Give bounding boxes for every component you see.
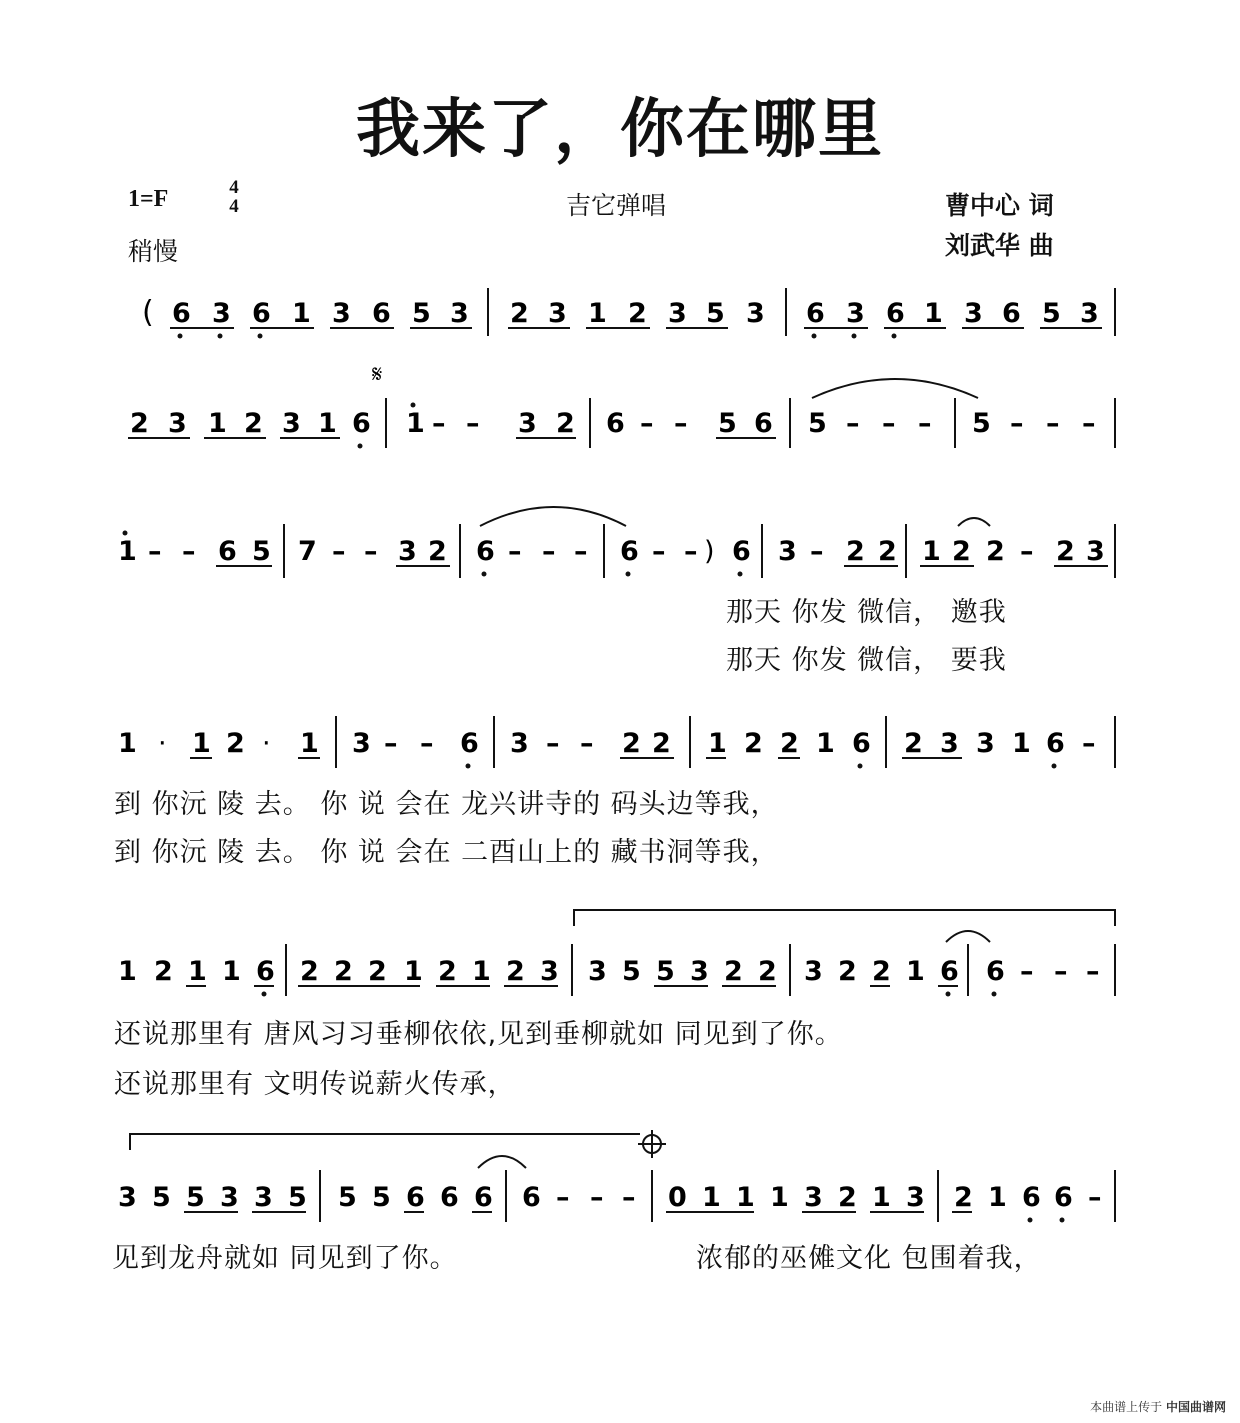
svg-text:3: 3 <box>778 536 797 567</box>
svg-text:2: 2 <box>724 956 743 987</box>
svg-text:5: 5 <box>1042 298 1061 329</box>
svg-text:–: – <box>1054 956 1068 987</box>
svg-text:6: 6 <box>256 956 275 987</box>
performance-subtitle: 吉它弹唱 <box>566 191 667 220</box>
svg-text:1: 1 <box>588 298 607 329</box>
svg-text:6: 6 <box>732 536 751 567</box>
svg-text:2: 2 <box>300 956 319 987</box>
svg-text:–: – <box>622 1182 636 1213</box>
svg-text:6: 6 <box>406 1182 425 1213</box>
svg-text:1: 1 <box>988 1182 1007 1213</box>
line2-notes <box>130 408 1096 439</box>
svg-text:–: – <box>466 408 480 439</box>
svg-text:–: – <box>684 536 698 567</box>
svg-text:–: – <box>148 536 162 567</box>
svg-text:6: 6 <box>606 408 625 439</box>
svg-text:5: 5 <box>622 956 641 987</box>
svg-text:6: 6 <box>172 298 191 329</box>
svg-text:2: 2 <box>622 728 641 759</box>
svg-text:6: 6 <box>1002 298 1021 329</box>
svg-text:2: 2 <box>954 1182 973 1213</box>
svg-text:1: 1 <box>816 728 835 759</box>
svg-text:–: – <box>918 408 932 439</box>
svg-text:2: 2 <box>780 728 799 759</box>
lyric-line4-verse2: 到 你沅 陵 去。 你 说 会在 二酉山上的 藏书洞等我， <box>114 837 779 868</box>
svg-text:5: 5 <box>706 298 725 329</box>
second-ending-bracket <box>130 1134 640 1150</box>
svg-text:2: 2 <box>986 536 1005 567</box>
line2-barlines <box>386 398 1115 448</box>
svg-text:3: 3 <box>282 408 301 439</box>
svg-text:6: 6 <box>218 536 237 567</box>
line6-notes <box>118 1182 1102 1213</box>
score-line-4 <box>118 716 1115 769</box>
svg-text:5: 5 <box>186 1182 205 1213</box>
svg-text:3: 3 <box>804 956 823 987</box>
score-line-3 <box>118 507 1115 578</box>
svg-text:–: – <box>1010 408 1024 439</box>
svg-text:2: 2 <box>510 298 529 329</box>
svg-text:–: – <box>364 536 378 567</box>
line3-tie-short <box>958 518 990 526</box>
svg-text:2: 2 <box>758 956 777 987</box>
svg-text:5: 5 <box>252 536 271 567</box>
lyric-line6-coda: 浓郁的巫傩文化 包围着我， <box>696 1243 1042 1274</box>
svg-text:2: 2 <box>154 956 173 987</box>
svg-text:6: 6 <box>476 536 495 567</box>
svg-text:3: 3 <box>1086 536 1105 567</box>
svg-text:6: 6 <box>440 1182 459 1213</box>
svg-text:3: 3 <box>940 728 959 759</box>
svg-text:–: – <box>542 536 556 567</box>
svg-text:1: 1 <box>708 728 727 759</box>
svg-text:–: – <box>556 1182 570 1213</box>
svg-text:): ) <box>704 536 715 567</box>
time-signature-bottom: 4 <box>229 196 239 217</box>
svg-text:6: 6 <box>986 956 1005 987</box>
repeat-open-paren: ( <box>142 295 154 330</box>
line1-low-dots <box>178 334 897 339</box>
svg-text:6: 6 <box>1022 1182 1041 1213</box>
svg-text:6: 6 <box>474 1182 493 1213</box>
line5-notes <box>118 956 1100 987</box>
svg-text:2: 2 <box>744 728 763 759</box>
lyric-line5-verse1: 还说那里有 唐风习习垂柳依依,见到垂柳就如 同见到了你。 <box>114 1019 843 1050</box>
svg-text:3: 3 <box>332 298 351 329</box>
svg-text:1: 1 <box>300 728 319 759</box>
svg-text:–: – <box>1046 408 1060 439</box>
lyric-line4-verse1: 到 你沅 陵 去。 你 说 会在 龙兴讲寺的 码头边等我， <box>114 789 779 820</box>
lyric-line3-verse1: 那天 你发 微信， 邀我 <box>726 597 1007 628</box>
svg-text:–: – <box>546 728 560 759</box>
svg-text:2: 2 <box>556 408 575 439</box>
svg-text:5: 5 <box>372 1182 391 1213</box>
svg-text:–: – <box>674 408 688 439</box>
svg-text:6: 6 <box>252 298 271 329</box>
svg-text:6: 6 <box>940 956 959 987</box>
svg-text:6: 6 <box>1046 728 1065 759</box>
svg-text:3: 3 <box>906 1182 925 1213</box>
svg-text:–: – <box>580 728 594 759</box>
composer-credit: 刘武华 曲 <box>945 231 1054 260</box>
svg-text:·: · <box>158 728 167 759</box>
svg-text:1: 1 <box>702 1182 721 1213</box>
svg-text:6: 6 <box>352 408 371 439</box>
svg-text:2: 2 <box>226 728 245 759</box>
svg-text:2: 2 <box>628 298 647 329</box>
svg-text:1: 1 <box>924 298 943 329</box>
lyric-line6-ending: 见到龙舟就如 同见到了你。 <box>112 1243 458 1274</box>
svg-text:3: 3 <box>668 298 687 329</box>
svg-text:3: 3 <box>690 956 709 987</box>
svg-text:3: 3 <box>168 408 187 439</box>
svg-text:3: 3 <box>254 1182 273 1213</box>
coda-sign <box>638 1130 666 1158</box>
watermark-prefix: 本曲谱上传于 <box>1090 1400 1163 1414</box>
tempo-marking: 稍慢 <box>128 237 179 266</box>
svg-text:2: 2 <box>334 956 353 987</box>
svg-text:3: 3 <box>588 956 607 987</box>
svg-text:1: 1 <box>318 408 337 439</box>
line5-dots <box>262 992 997 997</box>
svg-text:2: 2 <box>878 536 897 567</box>
site-watermark[interactable] <box>1090 1398 1226 1415</box>
svg-text:6: 6 <box>886 298 905 329</box>
svg-text:–: – <box>810 536 824 567</box>
svg-text:5: 5 <box>718 408 737 439</box>
svg-text:2: 2 <box>846 536 865 567</box>
svg-text:–: – <box>420 728 434 759</box>
watermark-site[interactable]: 中国曲谱网 <box>1165 1400 1226 1414</box>
svg-text:3: 3 <box>746 298 765 329</box>
svg-text:–: – <box>1082 408 1096 439</box>
svg-text:–: – <box>640 408 654 439</box>
svg-text:3: 3 <box>118 1182 137 1213</box>
svg-text:2: 2 <box>838 956 857 987</box>
line6-tie <box>478 1156 526 1168</box>
key-signature: 1=F <box>128 186 169 212</box>
svg-text:–: – <box>1088 1182 1102 1213</box>
svg-text:·: · <box>262 728 271 759</box>
svg-text:5: 5 <box>152 1182 171 1213</box>
lyric-line5-verse2: 还说那里有 文明传说薪火传承， <box>114 1069 516 1100</box>
svg-text:5: 5 <box>338 1182 357 1213</box>
svg-text:1: 1 <box>406 408 425 439</box>
svg-text:1: 1 <box>118 728 137 759</box>
svg-text:3: 3 <box>804 1182 823 1213</box>
svg-text:–: – <box>846 408 860 439</box>
svg-text:2: 2 <box>872 956 891 987</box>
svg-text:6: 6 <box>754 408 773 439</box>
svg-text:–: – <box>652 536 666 567</box>
svg-text:3: 3 <box>518 408 537 439</box>
svg-text:2: 2 <box>904 728 923 759</box>
svg-text:1: 1 <box>118 536 137 567</box>
svg-text:–: – <box>332 536 346 567</box>
svg-text:2: 2 <box>1056 536 1075 567</box>
svg-text:3: 3 <box>450 298 469 329</box>
svg-text:–: – <box>384 728 398 759</box>
svg-text:3: 3 <box>510 728 529 759</box>
svg-text:2: 2 <box>368 956 387 987</box>
svg-text:6: 6 <box>806 298 825 329</box>
line1-notes <box>172 298 1099 329</box>
svg-text:5: 5 <box>808 408 827 439</box>
song-title: 我来了，你在哪里 <box>356 92 884 167</box>
first-ending-bracket <box>574 910 1115 926</box>
svg-text:–: – <box>1082 728 1096 759</box>
svg-text:6: 6 <box>620 536 639 567</box>
time-signature-top: 4 <box>229 177 239 198</box>
svg-text:3: 3 <box>212 298 231 329</box>
svg-text:1: 1 <box>906 956 925 987</box>
svg-text:5: 5 <box>656 956 675 987</box>
svg-text:1: 1 <box>292 298 311 329</box>
svg-text:–: – <box>882 408 896 439</box>
svg-text:1: 1 <box>404 956 423 987</box>
svg-text:–: – <box>182 536 196 567</box>
svg-text:1: 1 <box>188 956 207 987</box>
score-line-5 <box>118 910 1115 997</box>
lyric-line3-verse2: 那天 你发 微信， 要我 <box>726 645 1007 676</box>
svg-text:1: 1 <box>222 956 241 987</box>
svg-text:1: 1 <box>472 956 491 987</box>
svg-text:3: 3 <box>220 1182 239 1213</box>
svg-text:1: 1 <box>1012 728 1031 759</box>
line2-tie <box>812 379 978 398</box>
svg-text:–: – <box>1086 956 1100 987</box>
svg-text:7: 7 <box>298 536 317 567</box>
line4-notes <box>118 728 1096 759</box>
svg-text:1: 1 <box>922 536 941 567</box>
line5-tie <box>946 931 990 942</box>
svg-text:1: 1 <box>192 728 211 759</box>
line6-dots <box>1028 1218 1065 1223</box>
svg-text:5: 5 <box>972 408 991 439</box>
svg-text:3: 3 <box>976 728 995 759</box>
svg-text:6: 6 <box>522 1182 541 1213</box>
svg-text:0: 0 <box>668 1182 687 1213</box>
svg-text:5: 5 <box>412 298 431 329</box>
svg-text:3: 3 <box>398 536 417 567</box>
svg-text:1: 1 <box>208 408 227 439</box>
svg-text:3: 3 <box>1080 298 1099 329</box>
svg-text:3: 3 <box>964 298 983 329</box>
score-line-2 <box>128 360 1115 449</box>
svg-text:–: – <box>432 408 446 439</box>
svg-text:1: 1 <box>736 1182 755 1213</box>
svg-text:1: 1 <box>872 1182 891 1213</box>
score-line-1 <box>142 288 1115 339</box>
svg-text:2: 2 <box>244 408 263 439</box>
svg-text:3: 3 <box>540 956 559 987</box>
line4-dots <box>466 764 1057 769</box>
svg-text:6: 6 <box>852 728 871 759</box>
svg-text:6: 6 <box>460 728 479 759</box>
svg-text:–: – <box>1020 536 1034 567</box>
svg-text:2: 2 <box>952 536 971 567</box>
svg-text:2: 2 <box>838 1182 857 1213</box>
score-line-6 <box>118 1130 1115 1223</box>
segno-sign: 𝄋 <box>372 360 383 388</box>
lyricist-credit: 曹中心 词 <box>945 191 1054 220</box>
line3-notes <box>118 536 1105 567</box>
svg-text:3: 3 <box>846 298 865 329</box>
svg-text:3: 3 <box>352 728 371 759</box>
svg-text:2: 2 <box>438 956 457 987</box>
svg-text:2: 2 <box>130 408 149 439</box>
svg-text:–: – <box>508 536 522 567</box>
svg-text:2: 2 <box>506 956 525 987</box>
line3-tie <box>480 507 626 526</box>
svg-text:2: 2 <box>652 728 671 759</box>
svg-text:5: 5 <box>288 1182 307 1213</box>
svg-text:2: 2 <box>428 536 447 567</box>
svg-text:6: 6 <box>1054 1182 1073 1213</box>
svg-text:6: 6 <box>372 298 391 329</box>
svg-text:–: – <box>590 1182 604 1213</box>
svg-text:–: – <box>1020 956 1034 987</box>
svg-text:1: 1 <box>118 956 137 987</box>
svg-text:3: 3 <box>548 298 567 329</box>
svg-text:1: 1 <box>770 1182 789 1213</box>
svg-text:–: – <box>574 536 588 567</box>
